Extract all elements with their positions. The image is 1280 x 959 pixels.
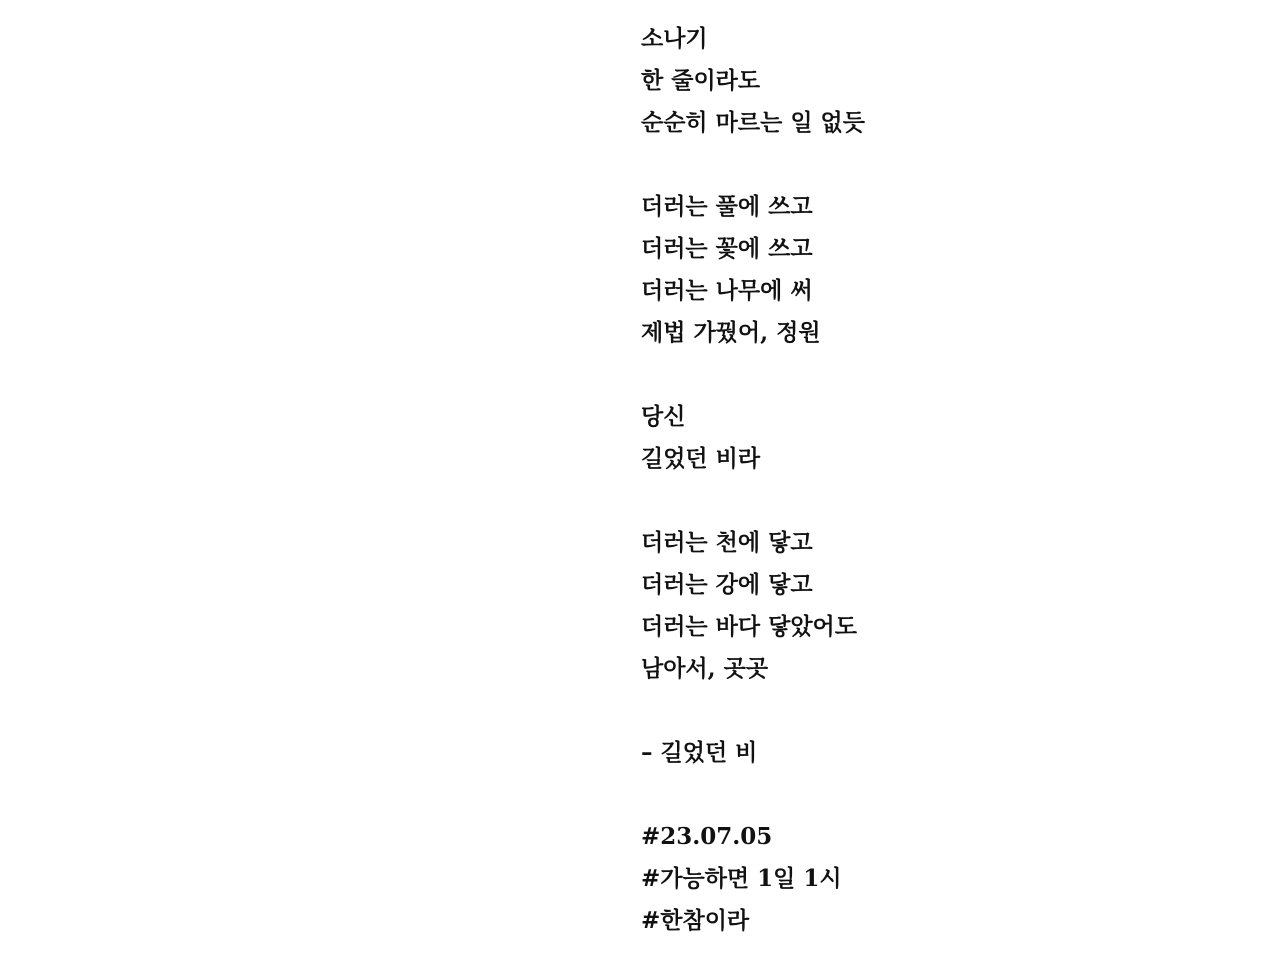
poem-signature: – 길었던 비 (641, 739, 758, 766)
poem-line: 한 줄이라도 (641, 67, 761, 94)
stanza-break (641, 774, 1261, 816)
stanza-break (641, 144, 1261, 186)
poem-line: 당신 (641, 403, 686, 430)
poem-line: 더러는 바다 닿았어도 (641, 613, 857, 640)
poem-line: 더러는 나무에 써 (641, 277, 813, 304)
poem-line: 더러는 꽃에 쓰고 (641, 235, 813, 262)
hashtag: #한참이라 (641, 907, 750, 934)
poem-line: 남아서, 곳곳 (641, 655, 769, 682)
stanza-break (641, 480, 1261, 522)
hashtag: #가능하면 1일 1시 (641, 865, 842, 892)
poem-line: 제법 가꿨어, 정원 (641, 319, 821, 346)
poem-line: 소나기 (641, 25, 708, 52)
poem-line: 더러는 풀에 쓰고 (641, 193, 813, 220)
poem-text (641, 18, 1261, 942)
stanza-break (641, 354, 1261, 396)
poem-line: 길었던 비라 (641, 445, 761, 472)
stanza-break (641, 690, 1261, 732)
hashtag: #23.07.05 (641, 823, 773, 850)
poem-line: 더러는 천에 닿고 (641, 529, 813, 556)
poem-line: 순순히 마르는 일 없듯 (641, 109, 865, 136)
poem-line: 더러는 강에 닿고 (641, 571, 813, 598)
